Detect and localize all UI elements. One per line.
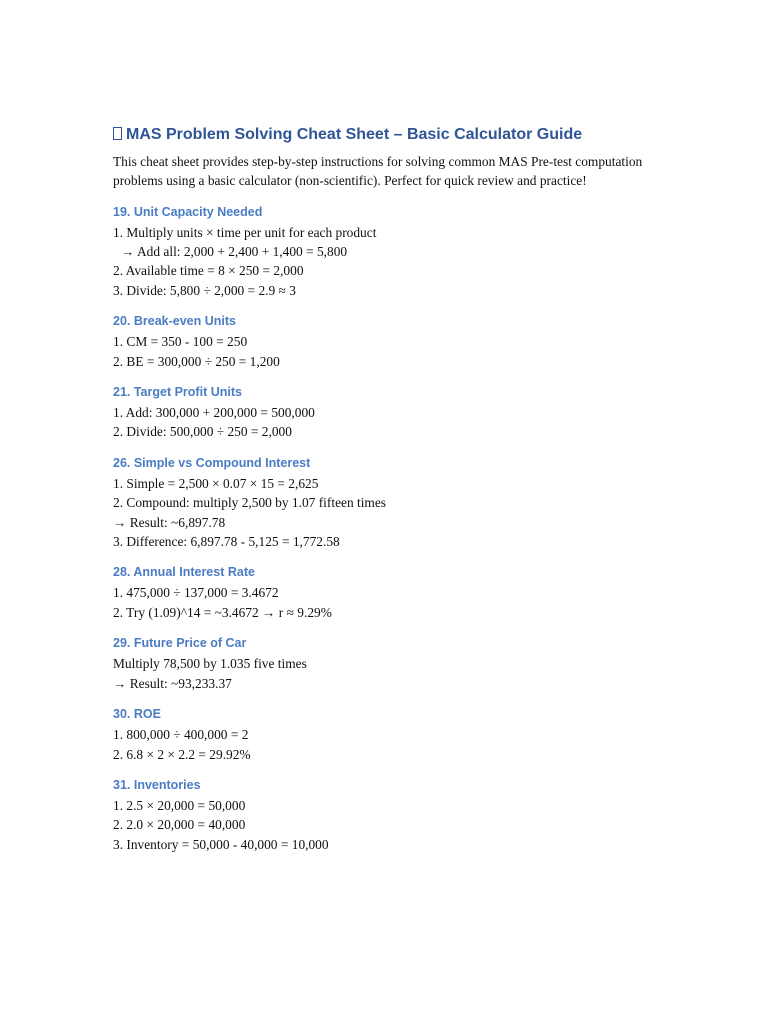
section-heading: 29. Future Price of Car (113, 636, 247, 651)
document-title (113, 124, 673, 146)
step-line: → Result: ~6,897.78 (113, 514, 226, 530)
step-line: 1. Simple = 2,500 × 0.07 × 15 = 2,625 (113, 475, 319, 491)
step-line: 1. 2.5 × 20,000 = 50,000 (113, 797, 246, 813)
step-line: → Result: ~93,233.37 (113, 675, 232, 691)
step-line: 2. BE = 300,000 ÷ 250 = 1,200 (113, 353, 280, 369)
section-heading: 31. Inventories (113, 777, 201, 792)
step-line: 1. Add: 300,000 + 200,000 = 500,000 (113, 405, 315, 421)
section-heading: 21. Target Profit Units (113, 385, 242, 400)
section-inventories (113, 776, 673, 854)
section-heading: 20. Break-even Units (113, 314, 236, 329)
section-target-profit-units (113, 383, 673, 442)
document-title-text: MAS Problem Solving Cheat Sheet – Basic Calculator Guide (126, 126, 583, 143)
section-future-price-of-car (113, 634, 673, 693)
section-heading: 28. Annual Interest Rate (113, 565, 255, 580)
step-line: 3. Inventory = 50,000 - 40,000 = 10,000 (113, 836, 329, 852)
step-line: 3. Difference: 6,897.78 - 5,125 = 1,772.58 (113, 534, 340, 550)
step-line: 1. CM = 350 - 100 = 250 (113, 334, 248, 350)
document-page (113, 124, 673, 866)
step-line: → Add all: 2,000 + 2,400 + 1,400 = 5,800 (121, 244, 348, 259)
step-line: 2. 6.8 × 2 × 2.2 = 29.92% (113, 746, 251, 762)
step-line: 2. Try (1.09)^14 = ~3.4672 → r ≈ 9.29% (113, 604, 332, 620)
step-line: 1. 475,000 ÷ 137,000 = 3.4672 (113, 585, 279, 601)
section-simple-vs-compound-interest (113, 454, 673, 552)
section-roe (113, 705, 673, 764)
step-line: 2. Compound: multiply 2,500 by 1.07 fifteen times (113, 495, 387, 511)
section-heading: 19. Unit Capacity Needed (113, 204, 263, 219)
missing-glyph-icon (113, 127, 122, 140)
step-line: Multiply 78,500 by 1.035 five times (113, 656, 307, 672)
sections-container (113, 203, 673, 855)
section-break-even-units (113, 312, 673, 371)
intro-paragraph: This cheat sheet provides step-by-step instructions for solving common MAS Pre-test computation problems using a basic calculator (non-scientific). Perfect for quick review and practice! (113, 154, 643, 189)
section-heading: 30. ROE (113, 707, 161, 722)
step-line: 2. 2.0 × 20,000 = 40,000 (113, 817, 246, 833)
step-line: 2. Available time = 8 × 250 = 2,000 (113, 263, 304, 279)
section-annual-interest-rate (113, 563, 673, 622)
step-line: 2. Divide: 500,000 ÷ 250 = 2,000 (113, 424, 292, 440)
section-heading: 26. Simple vs Compound Interest (113, 455, 311, 470)
section-unit-capacity (113, 203, 673, 301)
step-line: 1. Multiply units × time per unit for each product (113, 224, 377, 240)
step-line: 3. Divide: 5,800 ÷ 2,000 = 2.9 ≈ 3 (113, 282, 296, 298)
step-line: 1. 800,000 ÷ 400,000 = 2 (113, 727, 249, 743)
